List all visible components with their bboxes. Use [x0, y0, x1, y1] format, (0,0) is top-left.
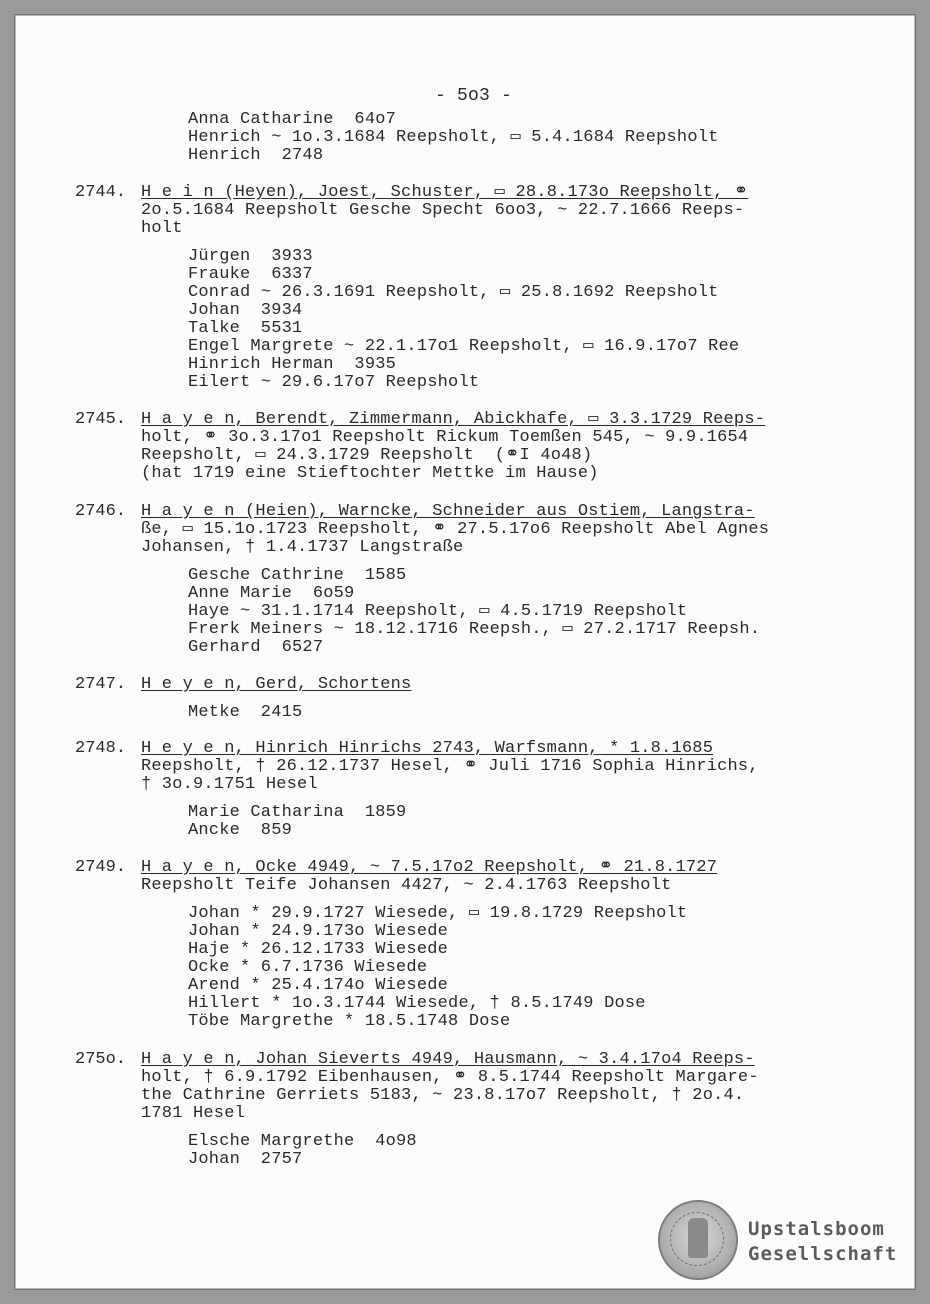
entry-line: holt, † 6.9.1792 Eibenhausen, ⚭ 8.5.1744 Reepsholt Margare-	[141, 1068, 759, 1087]
list-item: Johan * 29.9.1727 Wiesede, ▭ 19.8.1729 Reepsholt	[188, 904, 688, 923]
list-item: Ancke 859	[188, 821, 293, 840]
list-item: Hillert * 1o.3.1744 Wiesede, † 8.5.1749 Dose	[188, 994, 646, 1013]
entry-line: Reepsholt Teife Johansen 4427, ~ 2.4.1763 Reepsholt	[141, 876, 672, 895]
list-item: Töbe Margrethe * 18.5.1748 Dose	[188, 1012, 511, 1031]
list-item: Johan 3934	[188, 301, 303, 320]
list-item: Talke 5531	[188, 319, 303, 338]
list-item: Henrich ~ 1o.3.1684 Reepsholt, ▭ 5.4.1684 Reepsholt	[188, 128, 719, 147]
list-item: Johan * 24.9.173o Wiesede	[188, 922, 449, 941]
entry-number: 275o.	[75, 1050, 127, 1069]
seal-figure	[688, 1218, 708, 1258]
list-item: Engel Margrete ~ 22.1.17o1 Reepsholt, ▭ 16.9.17o7 Ree	[188, 337, 740, 356]
list-item: Gesche Cathrine 1585	[188, 566, 407, 585]
entry-line: H e y e n, Hinrich Hinrichs 2743, Warfsmann, * 1.8.1685	[141, 739, 714, 758]
entry-line: 2o.5.1684 Reepsholt Gesche Specht 6oo3, ~ 22.7.1666 Reeps-	[141, 201, 745, 220]
entry-line: holt	[141, 219, 183, 238]
entry-line: H e y e n, Gerd, Schortens	[141, 675, 412, 694]
list-item: Conrad ~ 26.3.1691 Reepsholt, ▭ 25.8.1692 Reepsholt	[188, 283, 719, 302]
entry-line: † 3o.9.1751 Hesel	[141, 775, 318, 794]
entry-line: Reepsholt, † 26.12.1737 Hesel, ⚭ Juli 1716 Sophia Hinrichs,	[141, 757, 759, 776]
entry-line: Johansen, † 1.4.1737 Langstraße	[141, 538, 464, 557]
list-item: Ocke * 6.7.1736 Wiesede	[188, 958, 428, 977]
watermark-line1: Upstalsboom	[748, 1218, 885, 1240]
entry-line: H a y e n (Heien), Warncke, Schneider aus Ostiem, Langstra-	[141, 502, 755, 521]
entry-line: ße, ▭ 15.1o.1723 Reepsholt, ⚭ 27.5.17o6 Reepsholt Abel Agnes	[141, 520, 770, 539]
list-item: Haje * 26.12.1733 Wiesede	[188, 940, 449, 959]
entry-number: 2749.	[75, 858, 127, 877]
list-item: Frauke 6337	[188, 265, 313, 284]
entry-number: 2746.	[75, 502, 127, 521]
list-item: Haye ~ 31.1.1714 Reepsholt, ▭ 4.5.1719 Reepsholt	[188, 602, 688, 621]
list-item: Frerk Meiners ~ 18.12.1716 Reepsh., ▭ 27.2.1717 Reepsh.	[188, 620, 761, 639]
list-item: Henrich 2748	[188, 146, 324, 165]
list-item: Elsche Margrethe 4o98	[188, 1132, 417, 1151]
list-item: Marie Catharina 1859	[188, 803, 407, 822]
entry-line: H a y e n, Ocke 4949, ~ 7.5.17o2 Reepsholt, ⚭ 21.8.1727	[141, 858, 718, 877]
document-page	[14, 14, 916, 1290]
entry-line: (hat 1719 eine Stieftochter Mettke im Hause)	[141, 464, 599, 483]
entry-line: the Cathrine Gerriets 5183, ~ 23.8.17o7 Reepsholt, † 2o.4.	[141, 1086, 745, 1105]
entry-line: H a y e n, Berendt, Zimmermann, Abickhafe, ▭ 3.3.1729 Reeps-	[141, 410, 766, 429]
entry-number: 2744.	[75, 183, 127, 202]
page-number: - 5o3 -	[435, 86, 513, 106]
entry-number: 2745.	[75, 410, 127, 429]
seal-logo-icon	[658, 1200, 738, 1280]
list-item: Anne Marie 6o59	[188, 584, 355, 603]
watermark-line2: Gesellschaft	[748, 1243, 898, 1265]
entry-line: H e i n (Heyen), Joest, Schuster, ▭ 28.8.173o Reepsholt, ⚭	[141, 183, 749, 202]
list-item: Johan 2757	[188, 1150, 303, 1169]
entry-line: Reepsholt, ▭ 24.3.1729 Reepsholt (⚭I 4o48)	[141, 446, 593, 465]
entry-number: 2748.	[75, 739, 127, 758]
list-item: Gerhard 6527	[188, 638, 324, 657]
entry-line: H a y e n, Johan Sieverts 4949, Hausmann, ~ 3.4.17o4 Reeps-	[141, 1050, 755, 1069]
list-item: Anna Catharine 64o7	[188, 110, 397, 129]
list-item: Eilert ~ 29.6.17o7 Reepsholt	[188, 373, 480, 392]
entry-number: 2747.	[75, 675, 127, 694]
list-item: Jürgen 3933	[188, 247, 313, 266]
entry-line: 1781 Hesel	[141, 1104, 246, 1123]
list-item: Metke 2415	[188, 703, 303, 722]
list-item: Arend * 25.4.174o Wiesede	[188, 976, 449, 995]
list-item: Hinrich Herman 3935	[188, 355, 397, 374]
entry-line: holt, ⚭ 3o.3.17o1 Reepsholt Rickum Toemßen 545, ~ 9.9.1654	[141, 428, 749, 447]
